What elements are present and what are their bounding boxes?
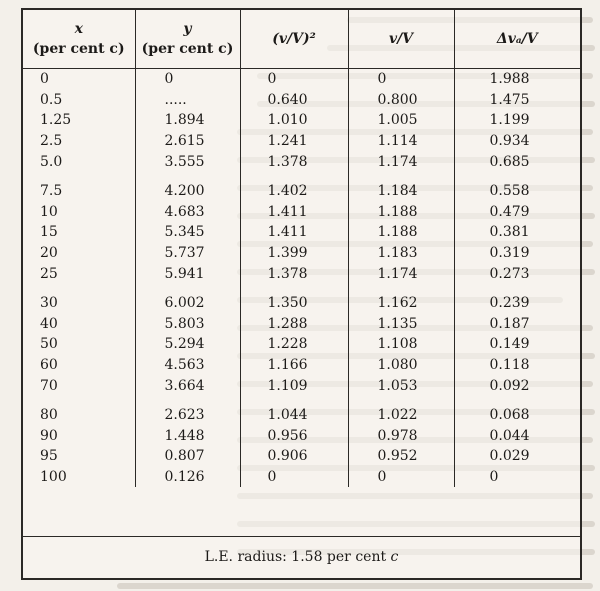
cell-delta-v: 0.092 [489, 377, 530, 394]
cell-x: 10 [23, 202, 135, 223]
table-row [23, 243, 580, 264]
cell-x: 1.25 [23, 110, 135, 131]
spacer-cell [348, 284, 454, 293]
cell-v-ratio: 1.005 [348, 110, 454, 131]
cell-delta-v: 0.685 [489, 153, 530, 170]
cell-delta-v: 0.187 [489, 315, 530, 332]
cell-y: 4.683 [135, 202, 240, 223]
cell-y: 0.807 [135, 446, 240, 467]
spacer-cell [23, 396, 135, 405]
cell-x: 100 [23, 467, 135, 488]
header-v-ratio: v/V [348, 10, 454, 69]
cell-y: 1.448 [135, 426, 240, 447]
cell-delta-v: 0.558 [489, 183, 530, 200]
cell-y: 4.563 [135, 355, 240, 376]
table-row [23, 405, 580, 426]
table-row [23, 131, 580, 152]
cell-y: 3.555 [135, 151, 240, 172]
spacer-cell [23, 284, 135, 293]
cell-x: 30 [23, 293, 135, 314]
table-row [23, 110, 580, 131]
cell-v-ratio: 1.174 [348, 263, 454, 284]
cell-v-ratio: 1.188 [348, 222, 454, 243]
cell-v-ratio-squared: 1.402 [240, 181, 348, 202]
cell-x: 90 [23, 426, 135, 447]
cell-v-ratio-squared: 1.378 [240, 151, 348, 172]
cell-y: 2.615 [135, 131, 240, 152]
spacer-cell [240, 284, 348, 293]
spacer-cell [240, 172, 348, 181]
cell-x: 50 [23, 334, 135, 355]
cell-y: 4.200 [135, 181, 240, 202]
cell-v-ratio: 1.114 [348, 131, 454, 152]
cell-v-ratio-squared: 1.241 [240, 131, 348, 152]
cell-delta-v: 0.319 [489, 245, 530, 262]
cell-delta-v: 0.239 [489, 295, 530, 312]
header-v-ratio-squared: (v/V)² [240, 10, 348, 69]
cell-x: 20 [23, 243, 135, 264]
spacer-cell [454, 172, 580, 181]
cell-y: 5.737 [135, 243, 240, 264]
table-row [23, 263, 580, 284]
cell-delta-v: 1.199 [489, 112, 530, 129]
cell-x: 95 [23, 446, 135, 467]
cell-y: 3.664 [135, 375, 240, 396]
cell-y: 5.294 [135, 334, 240, 355]
cell-delta-v: 0.068 [489, 407, 530, 424]
cell-v-ratio-squared: 1.166 [240, 355, 348, 376]
cell-y: 5.941 [135, 263, 240, 284]
le-radius-label: L.E. radius: 1.58 per cent [204, 549, 391, 565]
cell-y: 0.126 [135, 467, 240, 488]
cell-v-ratio-squared: 0 [240, 69, 348, 90]
spacer-cell [135, 396, 240, 405]
header-row [23, 10, 580, 69]
cell-x: 0 [23, 69, 135, 90]
table-row [23, 314, 580, 335]
spacer-cell [135, 172, 240, 181]
cell-v-ratio-squared: 1.411 [240, 202, 348, 223]
cell-v-ratio: 1.080 [348, 355, 454, 376]
cell-v-ratio: 1.022 [348, 405, 454, 426]
cell-v-ratio-squared: 1.411 [240, 222, 348, 243]
cell-delta-v: 0 [489, 468, 499, 485]
cell-v-ratio: 1.174 [348, 151, 454, 172]
cell-x: 25 [23, 263, 135, 284]
cell-x: 0.5 [23, 90, 135, 111]
cell-v-ratio-squared: 1.109 [240, 375, 348, 396]
cell-v-ratio: 1.135 [348, 314, 454, 335]
cell-delta-v: 0.934 [489, 133, 530, 150]
cell-v-ratio-squared: 1.350 [240, 293, 348, 314]
cell-x: 40 [23, 314, 135, 335]
data-table [23, 10, 580, 487]
cell-v-ratio: 1.184 [348, 181, 454, 202]
table-row [23, 293, 580, 314]
table-body [23, 69, 580, 488]
cell-delta-v: 0.029 [489, 448, 530, 465]
cell-x: 7.5 [23, 181, 135, 202]
cell-v-ratio-squared: 1.378 [240, 263, 348, 284]
cell-v-ratio: 1.188 [348, 202, 454, 223]
spacer-cell [23, 172, 135, 181]
cell-delta-v: 0.479 [489, 203, 530, 220]
table-row [23, 222, 580, 243]
table-row [23, 202, 580, 223]
cell-v-ratio: 1.183 [348, 243, 454, 264]
table-row [23, 375, 580, 396]
cell-v-ratio-squared: 0.956 [240, 426, 348, 447]
cell-v-ratio-squared: 0 [240, 467, 348, 488]
cell-delta-v: 1.475 [489, 91, 530, 108]
cell-delta-v: 0.118 [489, 357, 530, 374]
table-row [23, 181, 580, 202]
cell-y: 5.803 [135, 314, 240, 335]
group-spacer [23, 396, 580, 405]
cell-v-ratio-squared: 0.640 [240, 90, 348, 111]
table-row [23, 426, 580, 447]
cell-v-ratio: 0 [348, 467, 454, 488]
spacer-cell [348, 172, 454, 181]
group-spacer [23, 172, 580, 181]
cell-delta-v: 0.044 [489, 427, 530, 444]
cell-v-ratio: 0.952 [348, 446, 454, 467]
cell-x: 80 [23, 405, 135, 426]
cell-v-ratio: 1.108 [348, 334, 454, 355]
cell-v-ratio-squared: 0.906 [240, 446, 348, 467]
cell-x: 60 [23, 355, 135, 376]
table-row [23, 467, 580, 488]
cell-v-ratio-squared: 1.228 [240, 334, 348, 355]
cell-x: 15 [23, 222, 135, 243]
spacer-cell [348, 396, 454, 405]
header-delta-v: Δvₐ/V [454, 10, 580, 69]
cell-delta-v: 0.149 [489, 336, 530, 353]
cell-v-ratio: 0.800 [348, 90, 454, 111]
cell-y: 5.345 [135, 222, 240, 243]
spacer-cell [454, 396, 580, 405]
cell-y: 6.002 [135, 293, 240, 314]
table-row [23, 446, 580, 467]
cell-delta-v: 1.988 [489, 71, 530, 88]
table-row [23, 334, 580, 355]
cell-v-ratio: 0.978 [348, 426, 454, 447]
group-spacer [23, 284, 580, 293]
table-row [23, 90, 580, 111]
le-radius-unit: c [390, 549, 399, 565]
cell-y: 1.894 [135, 110, 240, 131]
cell-x: 5.0 [23, 151, 135, 172]
cell-v-ratio: 1.162 [348, 293, 454, 314]
airfoil-data-table [21, 8, 582, 580]
cell-y: ..... [135, 90, 240, 111]
cell-y: 0 [135, 69, 240, 90]
cell-v-ratio: 0 [348, 69, 454, 90]
cell-x: 70 [23, 375, 135, 396]
cell-v-ratio-squared: 1.044 [240, 405, 348, 426]
table-row [23, 151, 580, 172]
cell-x: 2.5 [23, 131, 135, 152]
cell-v-ratio-squared: 1.288 [240, 314, 348, 335]
spacer-cell [135, 284, 240, 293]
cell-v-ratio-squared: 1.010 [240, 110, 348, 131]
cell-v-ratio-squared: 1.399 [240, 243, 348, 264]
cell-delta-v: 0.381 [489, 224, 530, 241]
spacer-cell [454, 284, 580, 293]
table-row [23, 355, 580, 376]
table-row [23, 69, 580, 90]
cell-v-ratio: 1.053 [348, 375, 454, 396]
table-footer-le-radius [23, 536, 580, 578]
header-x: x (per cent c) [23, 10, 135, 69]
cell-y: 2.623 [135, 405, 240, 426]
cell-delta-v: 0.273 [489, 265, 530, 282]
spacer-cell [240, 396, 348, 405]
header-y: y (per cent c) [135, 10, 240, 69]
